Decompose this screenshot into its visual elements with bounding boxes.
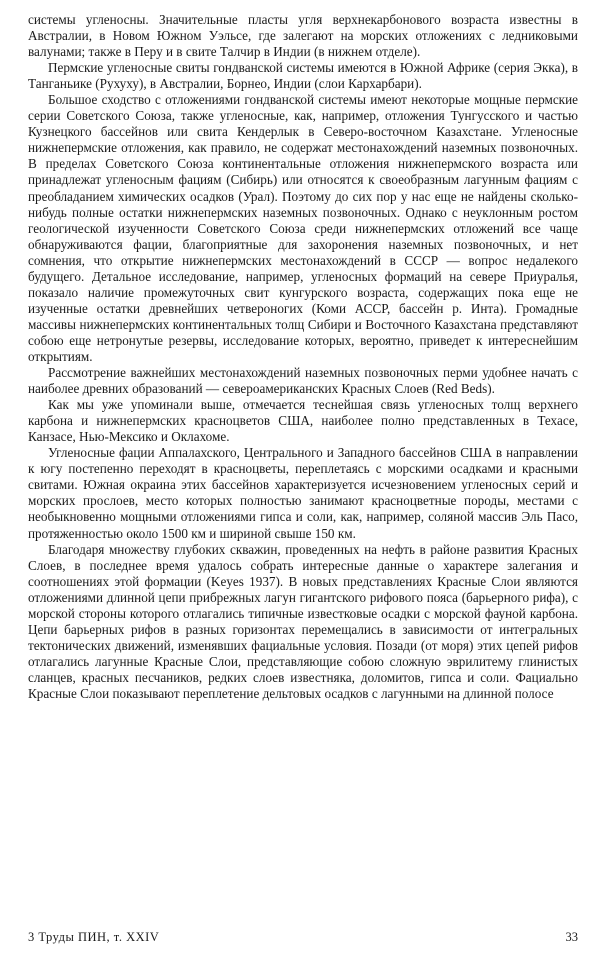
paragraph-1: системы угленосны. Значительные пласты угля верхнекарбонового возраста известны в Австралии, в Новом Южном Уэльсе, где залегают на морских отложениях с ледниковыми валунами; также в Перу и в свите Талчир в Индии (в нижнем отделе). [28,12,578,60]
paragraph-3: Большое сходство с отложениями гондванской системы имеют некоторые мощные пермские серии Советского Союза, также угленосные, как, например, отложения Тунгусского и частью Кузнецкого бассейнов или свита Кендерлык в Северо-восточном Казахстане. Угленосные нижнепермские отложения, как правило, не содержат местонахождений наземных позвоночных. В пределах Советского Союза континентальные отложения нижнепермского возраста или принадлежат угленосным фациям (Сибирь) или относятся к своеобразным лагунным фациям с преобладанием химических осадков (Урал). Поэтому до сих пор у нас еще не найдены сколько-нибудь полные остатки нижнепермских наземных позвоночных. Однако с неуклонным ростом геологической изученности Советского Союза среди нижнепермских отложений все чаще обнаруживаются фации, благоприятные для захоронения наземных позвоночных, и нет сомнения, что открытие нижнепермских местонахождений в СССР — вопрос недалекого будущего. Детальное исследование, например, угленосных формаций на севере Приуралья, показало наличие промежуточных свит кунгурского возраста, содержащих пока еще не изученные остатки древнейших четвероногих (Коми АССР, бассейн р. Инта). Громадные массивы нижнепермских континентальных толщ Сибири и Восточного Казахстана представляют собою еще нетронутые резервы, исследование которых, вероятно, приведет к интереснейшим открытиям. [28,92,578,364]
printer-signature: 3 Труды ПИН, т. XXIV [28,930,160,944]
paragraph-2: Пермские угленосные свиты гондванской системы имеются в Южной Африке (серия Экка), в Танганьике (Рухуху), в Австралии, Борнео, Индии (слои Кархарбари). [28,60,578,92]
paragraph-7: Благодаря множеству глубоких скважин, проведенных на нефть в районе развития Красных Слоев, в последнее время удалось собрать интересные данные о характере залегания и соотношениях этой формации (Keyes 1937). В новых представлениях Красные Слои являются отложениями длинной цепи прибрежных лагун гигантского рифового пояса (барьерного рифа), с морской стороны которого отлагались типичные известковые осадки с морской фауной карбона. Цепи барьерных рифов в разных горизонтах перемещались в зависимости от интегральных тектонических движений, изменявших фациальные условия. Позади (от моря) этих цепей рифов отлагались лагунные Красные Слои, представляющие собою сложную эврилитему глинистых сланцев, красных песчаников, редких слоев известняка, доломитов, гипса и соли. Фациально Красные Слои показывают переплетение дельтовых осадков с лагунными на длинной полосе [28,541,578,701]
paragraph-4: Рассмотрение важнейших местонахождений наземных позвоночных перми удобнее начать с наиболее древних образований — североамериканских Красных Слоев (Red Beds). [28,365,578,397]
page-text [28,12,578,702]
paragraph-5: Как мы уже упоминали выше, отмечается теснейшая связь угленосных толщ верхнего карбона и нижнепермских красноцветов США, наиболее полно представленных в Техасе, Канзасе, Нью-Мексико и Оклахоме. [28,397,578,445]
paragraph-6: Угленосные фации Аппалахского, Центрального и Западного бассейнов США в направлении к югу постепенно переходят в красноцветы, переплетаясь с морскими осадками и красными свитами. Южная окраина этих бассейнов характеризуется исчезновением угленосных серий и морских прослоев, место которых полностью занимают красноцветные породы, местами с необыкновенно мощными отложениями гипса и соли, как, например, соляной массив Эль Пасо, протяженностью около 1500 км и шириной свыше 150 км. [28,445,578,541]
page-number: 33 [565,930,578,944]
